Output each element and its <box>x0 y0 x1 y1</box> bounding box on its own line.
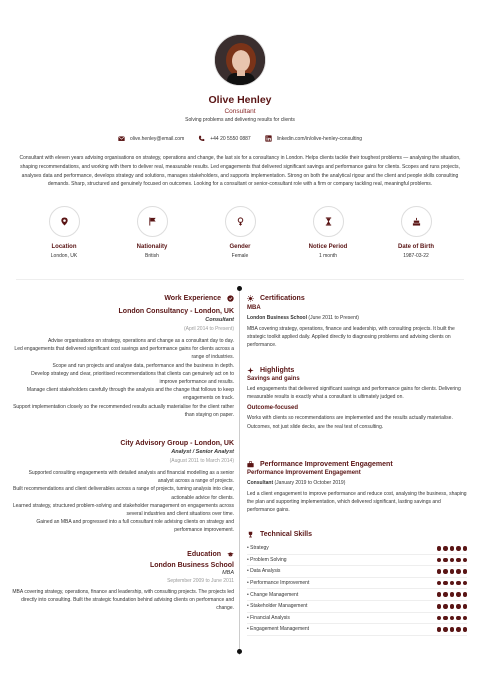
flag-icon <box>148 217 157 226</box>
job-paragraph: Advise organisations on strategy, operations and change as a consultant day to day. <box>47 338 234 344</box>
highlights-title: Highlights <box>260 367 295 374</box>
skill-rating <box>437 569 468 574</box>
job-role: Analyst / Senior Analyst <box>171 449 234 455</box>
envelope-icon <box>118 135 125 142</box>
job-dates: (August 2011 to March 2014) <box>169 458 234 464</box>
project-heading-title: Performance Improvement Engagement <box>260 461 393 468</box>
job-paragraph: Support implementation closely so the recommended results actually materialise for the client rather than staying on paper. <box>13 403 234 418</box>
contact-email-text: olive.henley@email.com <box>129 135 185 142</box>
work-experience-heading <box>12 295 234 302</box>
job-description <box>12 469 234 535</box>
skill-label: • Data Analysis <box>247 568 281 575</box>
project-description: Led a client engagement to improve performance and reduce cost, analysing the business, shaping the plan and supporting implementation, which delivered significant, lasting savings and performance gains. <box>247 491 467 514</box>
skill-rating-dot <box>450 546 455 551</box>
fact-label: Location <box>51 244 77 250</box>
skill-rating-dot <box>437 546 442 551</box>
briefcase-icon <box>247 461 254 468</box>
certifications-section <box>247 295 467 350</box>
skill-rating-dot <box>463 604 468 609</box>
skill-rating <box>437 581 468 586</box>
education-school: London Business School <box>149 562 234 569</box>
badge-check-icon <box>227 295 234 302</box>
profile-photo <box>214 34 266 86</box>
fact-value: Female <box>231 253 249 259</box>
skill-rating-dot <box>456 558 461 563</box>
education-title: Education <box>187 551 221 558</box>
candidate-tagline: Solving problems and delivering results for clients <box>185 117 295 123</box>
work-experience-section <box>12 295 234 302</box>
skill-rating-dot <box>463 616 468 621</box>
project-section <box>247 461 467 515</box>
job-org: City Advisory Group - London, UK <box>120 440 234 447</box>
skill-rating <box>437 558 468 563</box>
skill-row <box>247 589 467 601</box>
cert-title: MBA <box>247 305 261 311</box>
job-paragraph: Built recommendations and client deliverables across a range of projects, turning analysis into clear, actionable advice for clients. <box>13 486 234 501</box>
skill-rating <box>437 546 468 551</box>
cert-meta <box>247 315 467 321</box>
skill-rating-dot <box>450 558 455 563</box>
skill-row <box>247 555 467 567</box>
skills-heading <box>247 531 467 538</box>
graduation-cap-icon <box>227 551 234 558</box>
skill-row <box>247 543 467 555</box>
highlight-text: Works with clients so recommendations are implemented and the results actually materialise. Outcomes, not just slide decks, are the real test of consulting. <box>247 415 453 430</box>
skill-rating-dot <box>437 604 442 609</box>
project-title: Performance Improvement Engagement <box>247 470 361 476</box>
job-paragraph: Learned strategy, structured problem-solving and stakeholder management on engagements across several industries and client situations over time. <box>12 502 234 518</box>
timeline-dot-top <box>237 286 242 291</box>
fact-icon-circle <box>49 206 80 237</box>
education-dates: September 2009 to June 2011 <box>167 578 234 584</box>
job-entry-1 <box>12 308 234 419</box>
fact-value: London, UK <box>50 253 78 259</box>
contact-linkedin[interactable] <box>265 135 362 142</box>
skill-rating-dot <box>437 558 442 563</box>
skill-rating-dot <box>437 616 442 621</box>
location-pin-icon <box>60 217 69 226</box>
skill-name: Engagement Management <box>250 626 310 633</box>
contact-linkedin-text: linkedin.com/in/olive-henley-consulting <box>276 135 363 142</box>
linkedin-icon <box>265 135 272 142</box>
skill-label: • Change Management <box>247 591 299 598</box>
skill-rating-dot <box>443 627 448 632</box>
skill-name: Problem Solving <box>250 556 287 563</box>
skill-rating-dot <box>443 558 448 563</box>
skill-row <box>247 624 467 636</box>
skill-name: Stakeholder Management <box>250 603 308 610</box>
technical-skills-section <box>247 531 467 636</box>
portrait-image <box>215 35 266 86</box>
skill-rating-dot <box>456 569 461 574</box>
skill-rating-dot <box>443 592 448 597</box>
skill-name: Change Management <box>250 591 299 598</box>
highlight-title: Savings and gains <box>247 376 300 382</box>
job-org: London Consultancy - London, UK <box>118 308 234 315</box>
section-divider <box>16 279 464 280</box>
job-role: Consultant <box>205 317 234 323</box>
job-paragraph: Supported consulting engagements with detailed analysis and financial modelling as a senior analyst across a range of projects. <box>28 470 234 485</box>
fact-icon-circle <box>401 206 432 237</box>
skill-rating-dot <box>450 616 455 621</box>
skill-row <box>247 601 467 613</box>
fact-label: Notice Period <box>308 244 348 250</box>
contact-bar <box>0 135 480 142</box>
fact-gender <box>200 206 280 259</box>
project-heading <box>247 461 467 468</box>
project-meta <box>247 480 467 486</box>
skill-rating-dot <box>456 581 461 586</box>
skill-rating-dot <box>443 616 448 621</box>
skill-rating-dot <box>456 592 461 597</box>
skill-rating-dot <box>450 581 455 586</box>
fact-icon-circle <box>137 206 168 237</box>
skill-row <box>247 566 467 578</box>
fact-value: 1 month <box>318 253 338 259</box>
fact-icon-circle <box>313 206 344 237</box>
skill-rating-dot <box>450 627 455 632</box>
skill-rating-dot <box>437 627 442 632</box>
fact-label: Nationality <box>136 244 168 250</box>
skill-rating <box>437 592 468 597</box>
skill-rating-dot <box>443 546 448 551</box>
skill-label: • Strategy <box>247 545 269 552</box>
skill-rating-dot <box>456 604 461 609</box>
contact-email[interactable] <box>118 135 184 142</box>
skill-name: Strategy <box>250 545 269 552</box>
skill-label: • Problem Solving <box>247 556 287 563</box>
skill-label: • Performance Improvement <box>247 580 310 587</box>
skill-label: • Financial Analysis <box>247 614 290 621</box>
skill-name: Financial Analysis <box>250 614 290 621</box>
skill-rating-dot <box>456 627 461 632</box>
fact-date-of-birth <box>376 206 456 259</box>
certifications-title: Certifications <box>260 295 305 302</box>
fact-location <box>24 206 104 259</box>
job-paragraph: Scope and run projects and analyse data, performance and the business in depth. <box>52 362 234 369</box>
skill-rating-dot <box>450 604 455 609</box>
skill-rating-dot <box>456 616 461 621</box>
job-paragraph: Gained an MBA and progressed into a full consultant role advising clients on strategy and performance improvement. <box>36 519 234 534</box>
candidate-name: Olive Henley <box>208 94 272 106</box>
candidate-title: Consultant <box>224 108 256 115</box>
timeline-dot-bottom <box>237 649 242 654</box>
skill-name: Data Analysis <box>250 568 281 575</box>
certifications-heading <box>247 295 467 302</box>
certificate-icon <box>247 295 254 302</box>
skill-label: • Stakeholder Management <box>247 603 308 610</box>
job-dates: (April 2014 to Present) <box>183 326 234 332</box>
education-degree: MBA <box>222 570 234 576</box>
skill-rating-dot <box>463 581 468 586</box>
job-paragraph: Manage client stakeholders carefully through the analysis and the change that follows to keep engagements on track. <box>26 387 234 402</box>
fact-icon-circle <box>225 206 256 237</box>
fact-label: Gender <box>229 244 251 250</box>
highlights-heading <box>247 367 467 374</box>
trophy-icon <box>247 531 254 538</box>
skill-row <box>247 613 467 625</box>
skill-rating-dot <box>463 592 468 597</box>
job-paragraph: Develop strategy and clear, prioritised recommendations that clients can genuinely act on to improve performance and results. <box>31 370 234 386</box>
skill-rating-dot <box>443 569 448 574</box>
phone-icon <box>198 135 205 142</box>
skill-rating-dot <box>443 581 448 586</box>
skill-rating-dot <box>443 604 448 609</box>
skill-label: • Engagement Management <box>247 626 310 633</box>
fact-value: British <box>145 253 159 259</box>
education-heading <box>12 551 234 558</box>
contact-phone-text: +44 20 5550 0887 <box>210 135 251 142</box>
skill-row <box>247 578 467 590</box>
skill-rating <box>437 627 468 632</box>
hourglass-icon <box>324 217 333 226</box>
highlight-title: Outcome-focused <box>247 405 299 412</box>
skill-rating-dot <box>450 569 455 574</box>
contact-phone[interactable] <box>198 135 250 142</box>
skill-rating-dot <box>437 581 442 586</box>
personal-facts <box>16 206 464 259</box>
professional-summary: Consultant with eleven years advising organisations on strategy, operations and change, the last six for a consultancy in London. Helps clients tackle their toughest problems — analysing the situation, shaping recommendations, and working with them to deliver real, measurable results. Led engagements that delivered significant savings and performance gains for clients. Scopes and runs projects, analyses data and performance, develops strategy and solutions, manages stakeholders, and supports implementation. Strong on both the analytical rigour and the client and people skills consulting demands. Sharp, structured and genuinely focused on outcomes. Looking for a consultant or senior-consultant role with a firm or company tackling real, meaningful problems. <box>19 155 461 188</box>
cake-icon <box>412 217 421 226</box>
highlights-section <box>247 367 467 431</box>
job-entry-2 <box>12 440 234 535</box>
sparkle-icon <box>247 367 254 374</box>
cert-description: MBA covering strategy, operations, finance and leadership, with consulting projects. It built the strategic toolkit applied daily. Applied directly to diagnosing problems and advising clients on performance. <box>247 326 455 349</box>
skill-rating-dot <box>437 592 442 597</box>
gender-icon <box>236 217 245 226</box>
project-role: Consultant <box>247 480 274 486</box>
fact-notice-period <box>288 206 368 259</box>
skill-rating-dot <box>463 558 468 563</box>
fact-nationality <box>112 206 192 259</box>
fact-value: 1987-03-22 <box>403 253 429 259</box>
skill-name: Performance Improvement <box>250 580 310 587</box>
education-description: MBA covering strategy, operations, finance and leadership, with consulting projects. The projects led directly into consulting. Built the strategic foundation behind advising clients on performance and change. <box>12 589 234 612</box>
skill-rating <box>437 616 468 621</box>
skill-rating-dot <box>456 546 461 551</box>
skill-rating-dot <box>463 546 468 551</box>
fact-label: Date of Birth <box>398 244 434 250</box>
cert-dates: (June 2011 to Present) <box>308 315 359 321</box>
timeline-line <box>239 289 240 655</box>
job-paragraph: Led engagements that delivered significant cost savings and performance gains for clients across a range of industries. <box>14 346 234 361</box>
job-description <box>12 337 234 419</box>
skills-title: Technical Skills <box>260 531 313 538</box>
skill-rating-dot <box>463 627 468 632</box>
work-experience-title: Work Experience <box>164 295 221 302</box>
project-dates: (January 2019 to October 2019) <box>274 480 346 486</box>
cert-org: London Business School <box>247 315 308 321</box>
skills-list <box>247 543 467 636</box>
skill-rating-dot <box>463 569 468 574</box>
skill-rating <box>437 604 468 609</box>
skill-rating-dot <box>437 569 442 574</box>
skill-rating-dot <box>450 592 455 597</box>
education-section <box>12 551 234 613</box>
highlight-text: Led engagements that delivered significant savings and performance gains for clients. Delivering measurable results is exactly what a consultant is ultimately judged on. <box>247 386 461 401</box>
